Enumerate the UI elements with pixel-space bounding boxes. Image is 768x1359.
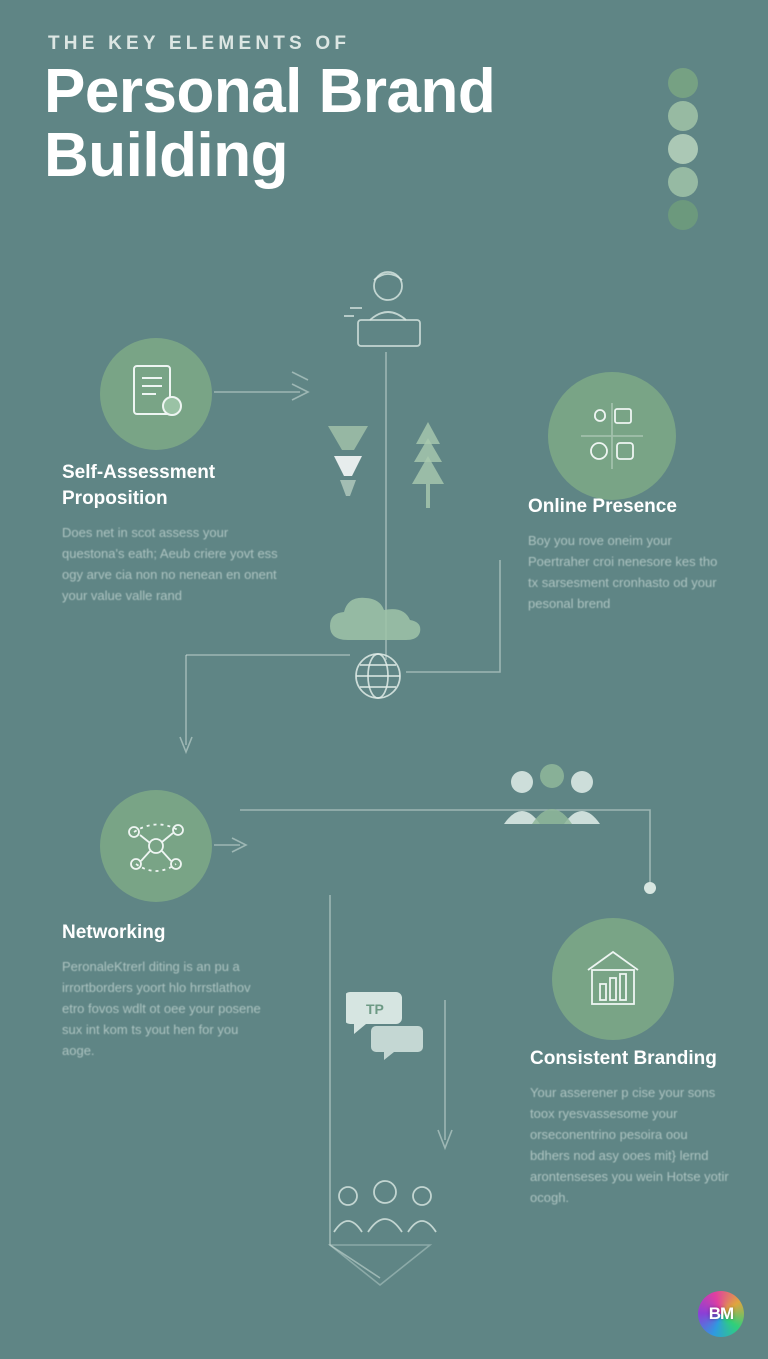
storefront-chart-icon: [572, 938, 654, 1020]
tree-icon: [404, 418, 452, 516]
audience-people-icon: [330, 1178, 440, 1240]
decoration-dot: [668, 101, 698, 131]
page-title-line1: Personal Brand: [44, 57, 496, 126]
page-title: [44, 57, 644, 190]
network-nodes-icon: [116, 806, 196, 886]
online-presence-badge[interactable]: [548, 372, 676, 500]
item-self-assessment: [62, 460, 292, 606]
social-grid-icon: [569, 393, 655, 479]
item-networking: [62, 920, 272, 1061]
item-online-presence: [528, 494, 728, 614]
svg-text:TP: TP: [366, 1001, 384, 1017]
globe-icon: [350, 648, 406, 704]
cloud-icon: [326, 592, 436, 648]
item-consistent-branding: [530, 1046, 730, 1208]
dot-column-decoration: [668, 68, 702, 233]
consistent-branding-badge[interactable]: [552, 918, 674, 1040]
decoration-dot: [668, 200, 698, 230]
item-body: Your asserener p cise your sons toox ryesvassesome your orseconentrino pesoira oou bdhers nod asy ooes mit} lernd arontenseses you wein Hotse yotir ocogh.: [530, 1085, 729, 1205]
networking-badge[interactable]: [100, 790, 212, 902]
item-body: Boy you rove oneim your Poertraher croi nenesore kes tho tx sarsesment cronhasto od your pesonal brend: [528, 533, 718, 611]
page-title-line2: Building: [44, 121, 288, 190]
watermark-logo: [698, 1291, 744, 1337]
decoration-dot: [668, 68, 698, 98]
item-body: PeronaleKtrerl diting is an pu a irrortborders yoort hlo hrrstlathov etro fovos wdlt ot oee your posene sux int kom ts yout hen for you aoge.: [62, 959, 261, 1058]
item-title: Consistent Branding: [530, 1048, 717, 1069]
self-assessment-badge[interactable]: [100, 338, 212, 450]
decoration-dot: [668, 134, 698, 164]
page-eyebrow: THE KEY ELEMENTS OF: [48, 33, 351, 54]
chat-bubbles-icon: [346, 986, 426, 1060]
item-title: Networking: [62, 922, 166, 943]
item-body: Does net in scot assess your questona's eath; Aeub criere yovt ess ogy arve cia non no nenean en onent your value valle rand: [62, 525, 278, 603]
watermark-text: BM: [708, 1304, 734, 1323]
funnel-icon: [320, 420, 376, 510]
document-checklist-icon: [120, 358, 192, 430]
item-title: Self-Assessment Proposition: [62, 462, 216, 509]
person-at-desk-icon: [330, 262, 448, 358]
decoration-dot: [668, 167, 698, 197]
item-title: Online Presence: [528, 496, 677, 517]
group-people-icon: [500, 762, 604, 826]
